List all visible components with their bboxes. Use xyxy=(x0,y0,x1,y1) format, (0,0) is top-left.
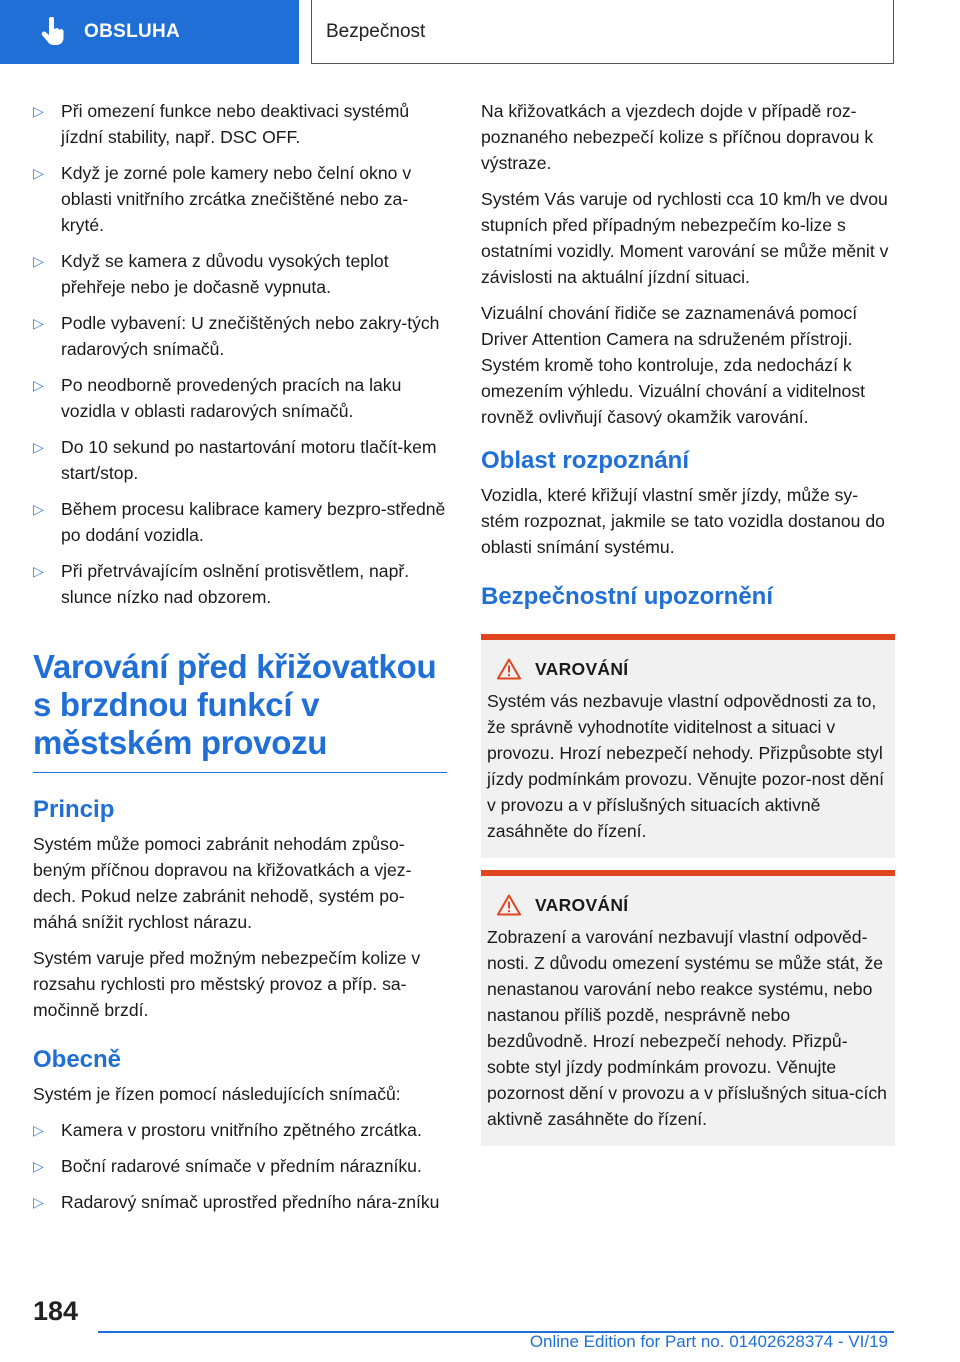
princip-heading: Princip xyxy=(33,796,115,823)
list-item xyxy=(33,310,447,362)
list-item-text: Boční radarové snímače v předním nárazníku. xyxy=(61,1156,422,1176)
oblast-heading: Oblast rozpoznání xyxy=(481,447,690,474)
warning-title: VAROVÁNÍ xyxy=(535,659,629,679)
princip-paragraph-2: Systém varuje před možným nebezpečím kolize v rozsahu rychlosti pro městský provoz a příp. sa‐močinně brzdí. xyxy=(33,948,421,1020)
triangle-right-icon: ▷ xyxy=(33,103,44,119)
obecne-heading: Obecně xyxy=(33,1046,122,1073)
list-item xyxy=(33,372,447,424)
oblast-paragraph: Vozidla, které křižují vlastní směr jízdy, může sy‐stém rozpoznat, jakmile se tato vozidla dostanou do oblasti snímání systému. xyxy=(481,485,885,557)
triangle-right-icon: ▷ xyxy=(33,439,44,455)
sensor-list xyxy=(33,1117,447,1215)
triangle-right-icon: ▷ xyxy=(33,253,44,269)
list-item-text: Kamera v prostoru vnitřního zpětného zrcátka. xyxy=(61,1120,422,1140)
list-item xyxy=(33,1117,447,1143)
list-item xyxy=(33,98,447,150)
list-item xyxy=(33,160,447,238)
safety-heading: Bezpečnostní upozornění xyxy=(481,583,774,610)
warning-triangle-icon xyxy=(497,658,521,680)
triangle-right-icon: ▷ xyxy=(33,377,44,393)
warning-triangle-icon xyxy=(497,894,521,916)
section-heading: Varování před křižovatkou s brzdnou funkcí v městském provozu xyxy=(33,648,447,773)
list-item-text: Podle vybavení: U znečištěných nebo zakry‐tých radarových snímačů. xyxy=(61,313,440,359)
edition-text: Online Edition for Part no. 01402628374 - VI/19 xyxy=(529,1332,888,1351)
list-item-text: Při omezení funkce nebo deaktivaci systémů jízdní stability, např. DSC OFF. xyxy=(61,101,410,147)
warning-text: Zobrazení a varování nezbavují vlastní odpověd‐nosti. Z důvodu omezení systému se může stát, že nenastanou varování nebo reakce systému, nebo nastanou příliš pozdě, nesprávně nebo bezdůvodně. Hrozí nebezpečí nehody. Přizpů‐sobte styl jízdy podmínkám provozu. Věnujte pozornost dění v provozu a v příslušných situa‐cích aktivně zasáhněte do řízení. xyxy=(487,927,887,1129)
page-header xyxy=(0,0,960,66)
triangle-right-icon: ▷ xyxy=(33,563,44,579)
section-tab xyxy=(311,0,894,64)
triangle-right-icon: ▷ xyxy=(33,1194,44,1210)
list-item-text: Když se kamera z důvodu vysokých teplot přehřeje nebo je dočasně vypnuta. xyxy=(61,251,389,297)
princip-paragraph-1: Systém může pomoci zabránit nehodám způso‐beným příčnou dopravou na křižovatkách a vjez‐dech. Pokud nelze zabránit nehodě, systém po‐máhá snížit rychlost nárazu. xyxy=(33,834,412,932)
warning-box-1 xyxy=(481,634,895,858)
list-item-text: Během procesu kalibrace kamery bezpro‐středně po dodání vozidla. xyxy=(61,499,446,545)
list-item xyxy=(33,558,447,610)
triangle-right-icon: ▷ xyxy=(33,501,44,517)
triangle-right-icon: ▷ xyxy=(33,315,44,331)
right-column xyxy=(481,98,895,1146)
list-item xyxy=(33,434,447,486)
list-item xyxy=(33,496,447,548)
list-item-text: Po neodborně provedených pracích na laku vozidla v oblasti radarových snímačů. xyxy=(61,375,402,421)
list-item xyxy=(33,248,447,300)
hand-pointer-icon xyxy=(36,15,70,49)
right-paragraph-3: Vizuální chování řidiče se zaznamenává pomocí Driver Attention Camera na sdruženém přístroji. Systém kromě toho kontroluje, zda nedochází k omezením výhledu. Vizuální chování a viditelnost rovněž ovlivňují časový okamžik varování. xyxy=(481,303,866,427)
warning-text: Systém vás nezbavuje vlastní odpovědnosti za to, že správně vyhodnotíte viditelnost a situaci v provozu. Hrozí nebezpečí nehody. Přizpůsobte styl jízdy podmínkám provozu. Věnujte pozor‐nost dění v provozu a v příslušných situacích aktivně zasáhněte do řízení. xyxy=(487,691,885,841)
left-column xyxy=(33,98,447,1225)
warning-box-2 xyxy=(481,870,895,1146)
list-item-text: Když je zorné pole kamery nebo čelní okno v oblasti vnitřního zrcátka znečištěné nebo za‐kryté. xyxy=(61,163,412,235)
right-paragraph-2: Systém Vás varuje od rychlosti cca 10 km/h ve dvou stupních před případným nebezpečím ko‐lize s ostatními vozidly. Moment varování se může měnit v závislosti na aktuální jízdní situaci. xyxy=(481,189,889,287)
obecne-paragraph: Systém je řízen pomocí následujících snímačů: xyxy=(33,1084,401,1104)
section-tab-label: Bezpečnost xyxy=(326,20,426,42)
right-paragraph-1: Na křižovatkách a vjezdech dojde v případě roz‐poznaného nebezpečí kolize s příčnou dopravou k výstraze. xyxy=(481,101,874,173)
chapter-tab-label: OBSLUHA xyxy=(84,21,181,42)
list-item-text: Při přetrvávajícím oslnění protisvětlem, např. slunce nízko nad obzorem. xyxy=(61,561,410,607)
list-item xyxy=(33,1153,447,1179)
list-item-text: Radarový snímač uprostřed předního nára‐zníku xyxy=(61,1192,440,1212)
chapter-tab[interactable] xyxy=(0,0,299,64)
limitations-list xyxy=(33,98,447,610)
warning-title: VAROVÁNÍ xyxy=(535,895,629,915)
list-item xyxy=(33,1189,447,1215)
triangle-right-icon: ▷ xyxy=(33,165,44,181)
triangle-right-icon: ▷ xyxy=(33,1122,44,1138)
triangle-right-icon: ▷ xyxy=(33,1158,44,1174)
list-item-text: Do 10 sekund po nastartování motoru tlačít‐kem start/stop. xyxy=(61,437,437,483)
page-number: 184 xyxy=(33,1296,79,1326)
